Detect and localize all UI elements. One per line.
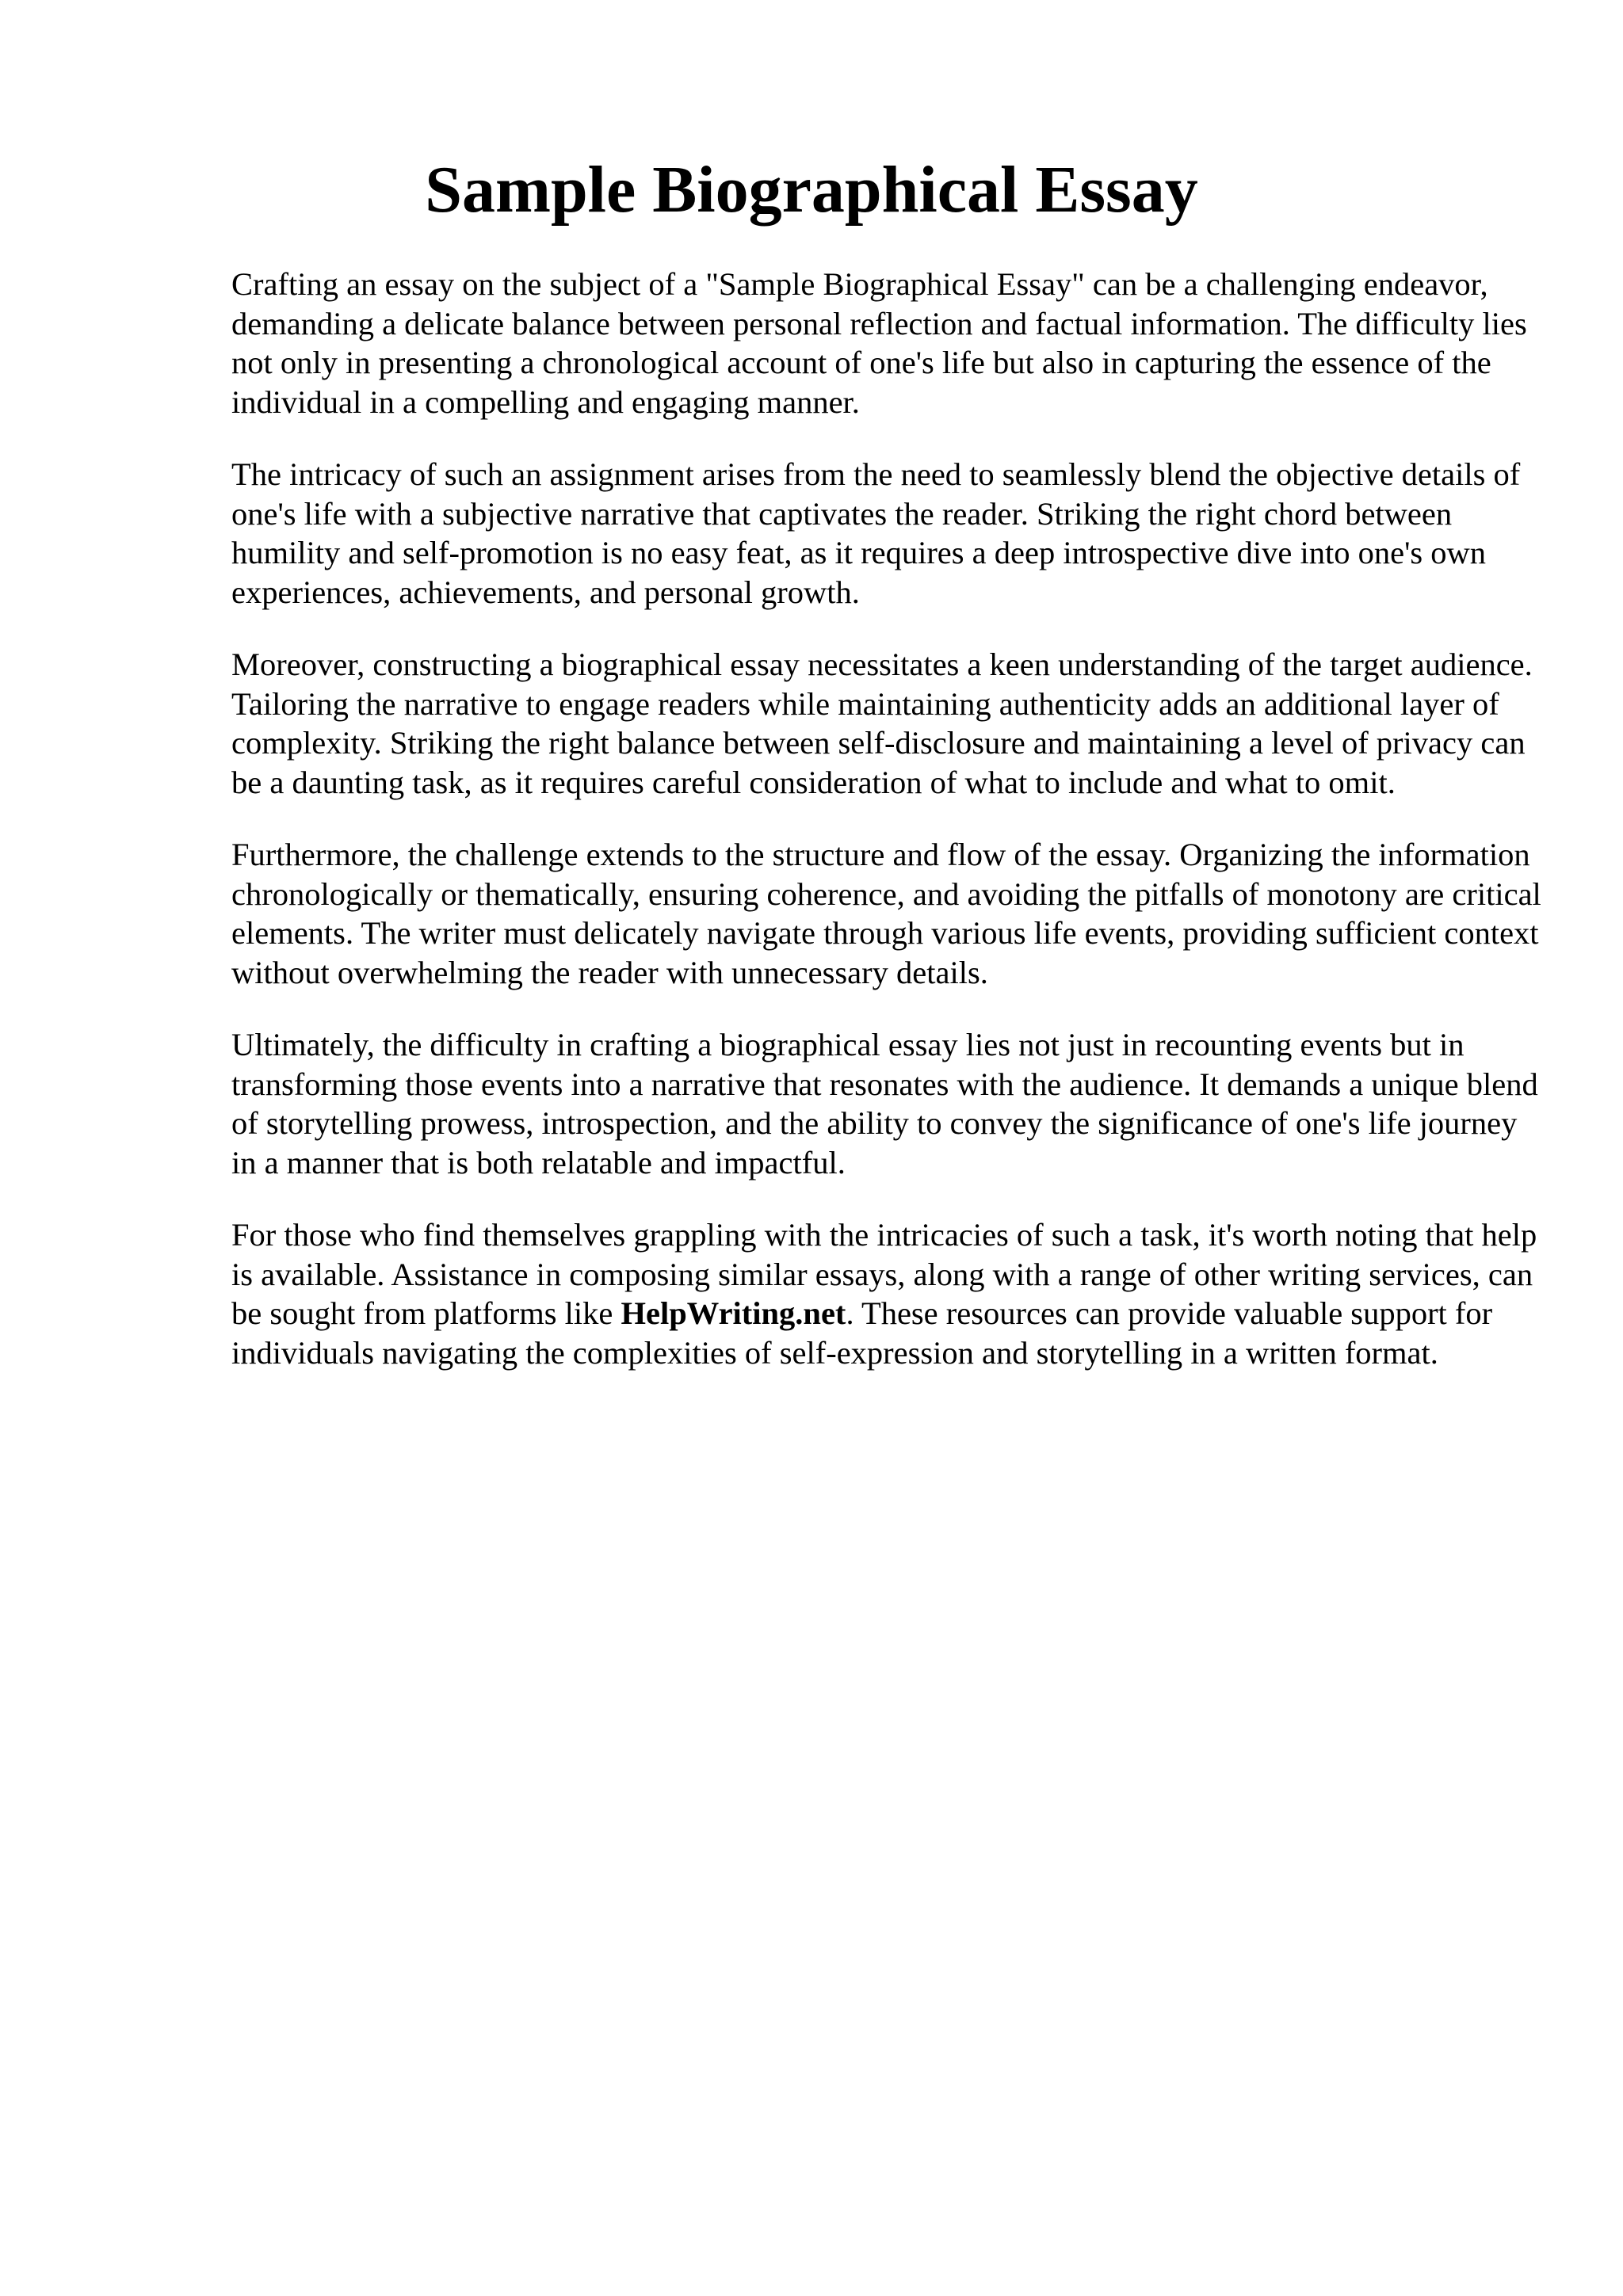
paragraph-5: Ultimately, the difficulty in crafting a biographical essay lies not just in recounting events but in transforming those events into a narrative that resonates with the audience. It demands a unique blend of storytelling prowess, introspection, and the ability to convey the significance of one's life journey in a manner that is both relatable and impactful.	[231, 1027, 1538, 1180]
paragraph-6	[231, 1215, 1547, 1372]
paragraph-2: The intricacy of such an assignment arises from the need to seamlessly blend the objective details of one's life with a subjective narrative that captivates the reader. Striking the right chord between humility and self-promotion is no easy feat, as it requires a deep introspective dive into one's own experiences, achievements, and personal growth.	[231, 456, 1521, 610]
document-title: Sample Biographical Essay	[425, 153, 1198, 227]
paragraph-1: Crafting an essay on the subject of a "Sample Biographical Essay" can be a challenging endeavor, demanding a delicate balance between personal reflection and factual information. The difficulty lies not only in presenting a chronological account of one's life but also in capturing the essence of the individual in a compelling and engaging manner.	[231, 266, 1527, 420]
paragraph-3: Moreover, constructing a biographical essay necessitates a keen understanding of the target audience. Tailoring the narrative to engage readers while maintaining authenticity adds an additional layer of complexity. Striking the right balance between self-disclosure and maintaining a level of privacy can be a daunting task, as it requires careful consideration of what to include and what to omit.	[231, 646, 1533, 800]
paragraph-6-text-end: . These resources can provide valuable support for individuals navigating the complexities of self-expression and storytelling in a written format.	[231, 1295, 1493, 1371]
helpwriting-brand-link[interactable]: HelpWriting.net	[621, 1295, 846, 1331]
paragraph-4: Furthermore, the challenge extends to the structure and flow of the essay. Organizing the information chronologically or thematically, ensuring coherence, and avoiding the pitfalls of monotony are critical elements. The writer must delicately navigate through various life events, providing sufficient context without overwhelming the reader with unnecessary details.	[231, 837, 1541, 990]
document-body	[231, 265, 1547, 1405]
paragraph-6-text-start: For those who find themselves grappling with the intricacies of such a task, it's worth noting that help is available. Assistance in composing similar essays, along with a range of other writing services, can be sought from platforms like	[231, 1217, 1537, 1331]
